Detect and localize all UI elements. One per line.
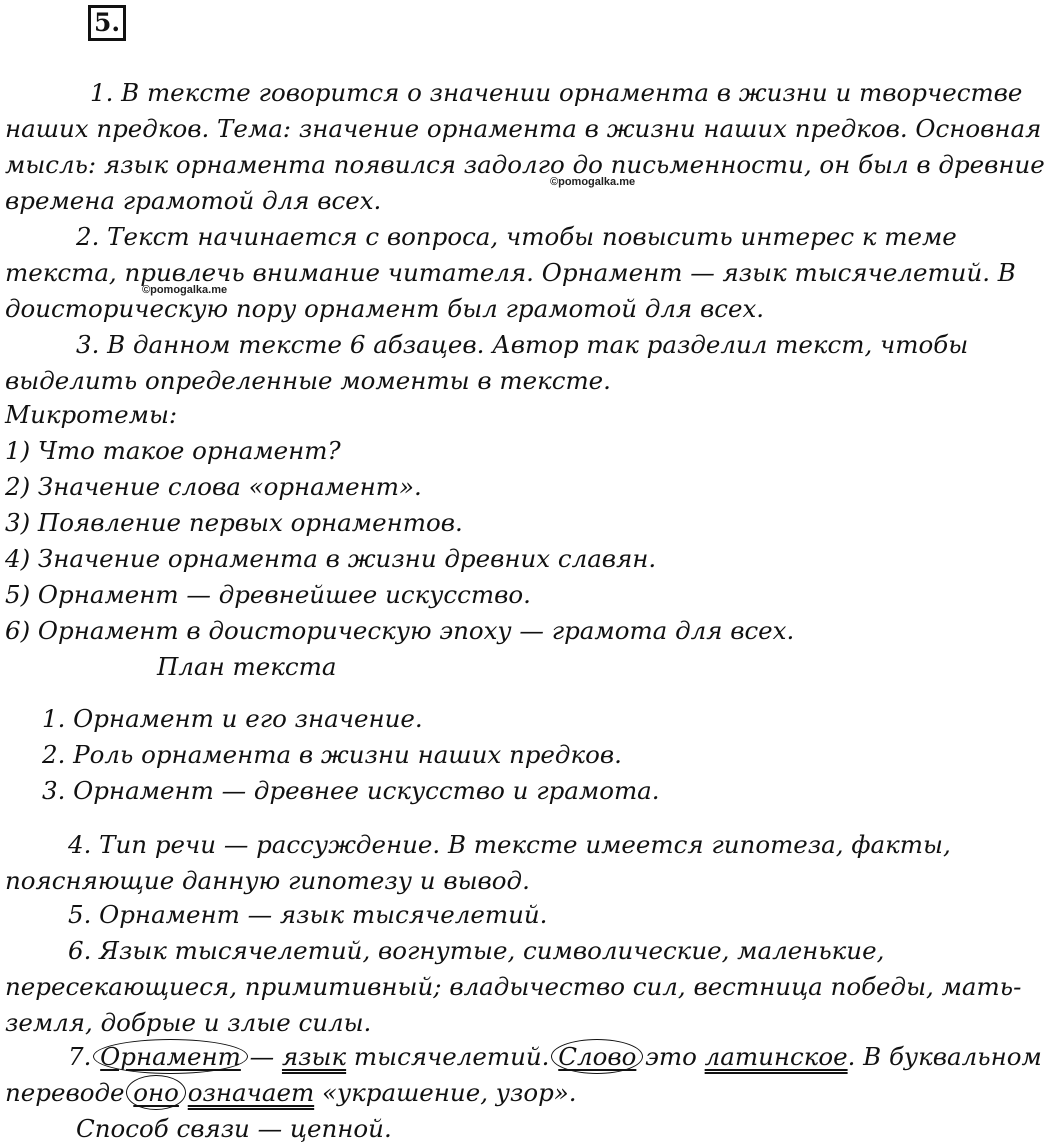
predicate-word: латинское — [704, 1042, 848, 1071]
list-item: 3) Появление первых орнаментов. — [5, 508, 463, 537]
plain-text: это — [637, 1042, 705, 1071]
predicate-word: означает — [187, 1078, 315, 1107]
analysis-line — [5, 1078, 577, 1107]
dash: — — [241, 1042, 282, 1071]
text-line: 1. В тексте говорится о значении орнамента в жизни и творчестве — [90, 78, 1023, 107]
list-item: 1) Что такое орнамент? — [5, 436, 341, 465]
list-item: 5) Орнамент — древнейшее искусство. — [5, 580, 531, 609]
text-line: 6. Язык тысячелетий, вогнутые, символические, маленькие, — [68, 936, 885, 965]
text-line: текста, привлечь внимание читателя. Орнамент — язык тысячелетий. В — [5, 258, 1016, 287]
text-line: 2. Текст начинается с вопроса, чтобы повысить интерес к теме — [76, 222, 957, 251]
plain-text: «украшение, узор». — [314, 1078, 577, 1107]
text-line: 3. В данном тексте 6 абзацев. Автор так разделил текст, чтобы — [76, 330, 969, 359]
text-line: пересекающиеся, примитивный; владычество сил, вестница победы, мать- — [5, 972, 1022, 1001]
list-item: 4) Значение орнамента в жизни древних славян. — [5, 544, 657, 573]
text-line: доисторическую пору орнамент был грамотой для всех. — [5, 294, 765, 323]
plain-text: тысячелетий. — [346, 1042, 558, 1071]
text-line: 5. Орнамент — язык тысячелетий. — [68, 900, 548, 929]
predicate-word: язык — [281, 1042, 347, 1071]
text-line: выделить определенные моменты в тексте. — [5, 366, 611, 395]
plain-text — [180, 1078, 188, 1107]
analysis-number: 7. — [68, 1042, 100, 1071]
text-line: земля, добрые и злые силы. — [5, 1008, 372, 1037]
plan-item: 3. Орнамент — древнее искусство и грамота. — [42, 776, 660, 805]
plan-heading: План текста — [157, 652, 337, 681]
subject-word-circled: Слово — [551, 1039, 643, 1074]
text-line: Способ связи — цепной. — [76, 1114, 392, 1143]
subject-word: Орнамент — [93, 1039, 248, 1074]
text-line: времена грамотой для всех. — [5, 186, 382, 215]
microtopics-heading: Микротемы: — [5, 400, 178, 429]
analysis-line — [68, 1042, 1042, 1071]
plain-text: . В буквальном — [847, 1042, 1042, 1071]
subject-word-circled: оно — [126, 1075, 186, 1110]
list-item: 6) Орнамент в доисторическую эпоху — грамота для всех. — [5, 616, 795, 645]
list-item: 2) Значение слова «орнамент». — [5, 472, 422, 501]
exercise-number: 5. — [88, 5, 126, 41]
text-line: 4. Тип речи — рассуждение. В тексте имеется гипотеза, факты, — [68, 830, 951, 859]
text-line: наших предков. Тема: значение орнамента в жизни наших предков. Основная — [5, 114, 1042, 143]
text-line: поясняющие данную гипотезу и вывод. — [5, 866, 530, 895]
plan-item: 1. Орнамент и его значение. — [42, 704, 423, 733]
text-line: мысль: язык орнамента появился задолго до письменности, он был в древние — [5, 150, 1045, 179]
plain-text: переводе — [5, 1078, 133, 1107]
watermark: ©pomogalka.me — [142, 284, 228, 296]
watermark: ©pomogalka.me — [550, 176, 636, 188]
plan-item: 2. Роль орнамента в жизни наших предков. — [42, 740, 622, 769]
